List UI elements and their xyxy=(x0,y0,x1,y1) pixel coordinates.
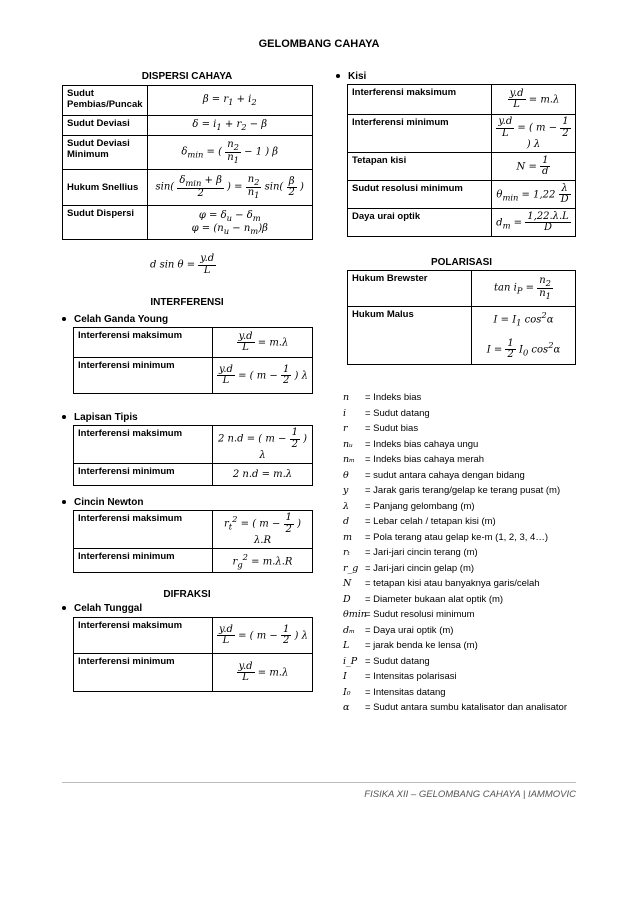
legend-row xyxy=(343,437,567,453)
dispersi-table xyxy=(62,85,313,240)
formula-cell: $\tan i_P$ = $\frac{n_2}{n_1}$ xyxy=(472,271,576,307)
formula-cell: $d_m$ = $\frac{1,22.\lambda.L}{D}$ xyxy=(492,209,576,237)
row-label: Interferensi maksimum xyxy=(74,328,213,358)
row-label: Interferensi maksimum xyxy=(74,426,213,464)
legend-description: = Jari-jari cincin gelap (m) xyxy=(365,562,475,574)
bullet-cincin-newton: Cincin Newton xyxy=(62,497,143,508)
formula-cell: $r_t^2$ = ( m − $\frac{1}{2}$ ) λ.R xyxy=(213,511,313,549)
legend-description: = Indeks bias xyxy=(365,392,422,403)
legend-row xyxy=(343,390,567,406)
legend-description: = Diameter bukaan alat optik (m) xyxy=(365,593,504,605)
formula-cell: 2 n.d = m.λ xyxy=(213,464,313,486)
legend-row xyxy=(343,452,567,468)
legend-row xyxy=(343,654,567,670)
dispersi-formula: $\delta = i_1 + r_2 - \beta$ xyxy=(147,116,313,136)
legend-symbol: N xyxy=(343,578,352,589)
dispersi-label: Sudut Pembias/Puncak xyxy=(63,86,148,116)
bullet-celah-tunggal: Celah Tunggal xyxy=(62,603,142,614)
legend-description: = Pola terang atau gelap ke-m (1, 2, 3, 4…) xyxy=(365,531,548,543)
legend-row xyxy=(343,685,567,701)
legend-symbol: m xyxy=(343,531,353,543)
legend-symbol: rₜ xyxy=(343,547,350,558)
legend-row xyxy=(343,623,567,639)
legend-description: = Intensitas polarisasi xyxy=(365,671,457,682)
row-label: Hukum Brewster xyxy=(348,271,472,307)
legend-row xyxy=(343,561,567,577)
dispersi-formula: sin( $\frac{\delta_{min} + \beta}{2}$ ) = $\frac{n_2}{n_1}$ sin( $\frac{\beta}{2}$ ) xyxy=(147,170,313,206)
legend-symbol: n xyxy=(343,392,350,403)
formula-cell: $\frac{y.d}{L}$ = ( m − $\frac{1}{2}$ ) λ xyxy=(213,618,313,654)
dispersi-title: DISPERSI CAHAYA xyxy=(141,71,233,82)
legend-row xyxy=(343,607,567,623)
legend-row xyxy=(343,545,567,561)
row-label: Interferensi maksimum xyxy=(348,85,492,115)
legend-symbol: y xyxy=(343,485,349,496)
footer-divider xyxy=(62,782,576,783)
page-title: GELOMBANG CAHAYA xyxy=(258,38,380,50)
legend-description: = Jari-jari cincin terang (m) xyxy=(365,547,478,558)
legend-row xyxy=(343,406,567,422)
grating-formula: d sin θ = $\frac{y.d}{L}$ xyxy=(150,253,215,276)
legend-symbol: λ xyxy=(343,500,350,512)
legend-row xyxy=(343,638,567,654)
legend-symbol: θ xyxy=(343,469,349,481)
lapisan-tipis-table xyxy=(73,425,313,486)
row-label: Interferensi maksimum xyxy=(74,511,213,549)
legend-description: = Lebar celah / tetapan kisi (m) xyxy=(365,516,496,527)
formula-cell: $I = I_1$ $\cos^2\alpha$ I = $\frac{1}{2}$ $I_0$ $\cos^2\alpha$ xyxy=(472,307,576,365)
bullet-dot-icon xyxy=(62,606,66,610)
legend-row xyxy=(343,483,567,499)
dispersi-label: Hukum Snellius xyxy=(63,170,148,206)
bullet-kisi: Kisi xyxy=(336,71,366,82)
bullet-dot-icon xyxy=(336,74,340,78)
formula-cell: 2 n.d = ( m − $\frac{1}{2}$ ) λ xyxy=(213,426,313,464)
legend-description: = Daya urai optik (m) xyxy=(365,624,454,636)
legend-symbol: L xyxy=(343,640,350,651)
dispersi-label: Sudut Deviasi Minimum xyxy=(63,136,148,170)
row-label: Interferensi minimum xyxy=(74,464,213,486)
legend-symbol: I xyxy=(343,671,347,682)
legend-symbol: nₘ xyxy=(343,454,355,465)
legend-row xyxy=(343,421,567,437)
row-label: Hukum Malus xyxy=(348,307,472,365)
legend-row xyxy=(343,499,567,515)
legend-description: = Indeks bias cahaya merah xyxy=(365,454,485,465)
interferensi-title: INTERFERENSI xyxy=(150,297,224,308)
row-label: Interferensi minimum xyxy=(348,115,492,153)
legend-row xyxy=(343,592,567,608)
legend-description: = sudut antara cahaya dengan bidang xyxy=(365,469,525,481)
formula-cell: N = $\frac{1}{d}$ xyxy=(492,153,576,181)
dispersi-formula: $\varphi = \delta_u - \delta_m$ $\varphi = (n_u - n_m)\beta$ xyxy=(147,206,313,240)
legend-row xyxy=(343,576,567,592)
legend-row xyxy=(343,700,567,716)
legend-row xyxy=(343,669,567,685)
legend-symbol: α xyxy=(343,702,350,713)
formula-cell: $\frac{y.d}{L}$ = ( m − $\frac{1}{2}$ ) λ xyxy=(492,115,576,153)
bullet-dot-icon xyxy=(62,500,66,504)
legend-symbol: θmin xyxy=(343,609,367,620)
difraksi-title: DIFRAKSI xyxy=(163,589,211,600)
formula-cell: $\frac{y.d}{L}$ = m.λ xyxy=(213,328,313,358)
legend-description: = jarak benda ke lensa (m) xyxy=(365,640,478,651)
legend-description: = Sudut resolusi minimum xyxy=(365,609,475,620)
formula-cell: $r_g^2 = m.\lambda.R$ xyxy=(213,549,313,573)
formula-cell: $\theta_{min} = 1,22$ $\frac{\lambda}{D}$ xyxy=(492,181,576,209)
bullet-dot-icon xyxy=(62,317,66,321)
kisi-table xyxy=(347,84,576,237)
legend-description: = Indeks bias cahaya ungu xyxy=(365,438,479,450)
bullet-celah-ganda: Celah Ganda Young xyxy=(62,314,168,325)
legend-symbol: r xyxy=(343,423,348,434)
polarisasi-table xyxy=(347,270,576,365)
formula-cell: $\frac{y.d}{L}$ = m.λ xyxy=(213,654,313,692)
page-footer: FISIKA XII – GELOMBANG CAHAYA | IAMMOVIC xyxy=(364,789,576,800)
bullet-lapisan-tipis: Lapisan Tipis xyxy=(62,412,138,423)
legend-row xyxy=(343,468,567,484)
row-label: Sudut resolusi minimum xyxy=(348,181,492,209)
row-label: Interferensi minimum xyxy=(74,358,213,394)
legend-symbol: i_P xyxy=(343,655,358,667)
symbol-legend xyxy=(343,390,567,716)
legend-description: = Intensitas datang xyxy=(365,686,446,698)
row-label: Interferensi maksimum xyxy=(74,618,213,654)
row-label: Tetapan kisi xyxy=(348,153,492,181)
formula-cell: $\frac{y.d}{L}$ = ( m − $\frac{1}{2}$ ) λ xyxy=(213,358,313,394)
celah-tunggal-table xyxy=(73,617,313,692)
legend-row xyxy=(343,514,567,530)
cincin-newton-table xyxy=(73,510,313,573)
celah-ganda-table xyxy=(73,327,313,394)
legend-symbol: nᵤ xyxy=(343,438,353,450)
legend-symbol: d xyxy=(343,516,350,527)
bullet-dot-icon xyxy=(62,415,66,419)
legend-symbol: I₀ xyxy=(343,686,351,698)
legend-symbol: dₘ xyxy=(343,624,355,636)
legend-row xyxy=(343,530,567,546)
dispersi-formula: $\delta_{min}$ = ( $\frac{n_2}{n_1}$ − 1 ) β xyxy=(147,136,313,170)
legend-description: = Sudut bias xyxy=(365,423,419,434)
row-label: Interferensi minimum xyxy=(74,654,213,692)
row-label: Interferensi minimum xyxy=(74,549,213,573)
legend-symbol: i xyxy=(343,407,347,419)
legend-description: = Sudut datang xyxy=(365,655,430,667)
polarisasi-title: POLARISASI xyxy=(430,257,493,268)
legend-description: = Sudut datang xyxy=(365,407,430,419)
legend-description: = Sudut antara sumbu katalisator dan analisator xyxy=(365,702,568,713)
legend-description: = tetapan kisi atau banyaknya garis/celah xyxy=(365,578,540,589)
formula-cell: $\frac{y.d}{L}$ = m.λ xyxy=(492,85,576,115)
legend-symbol: D xyxy=(343,593,351,605)
legend-description: = Jarak garis terang/gelap ke terang pusat (m) xyxy=(365,485,561,496)
dispersi-label: Sudut Deviasi xyxy=(63,116,148,136)
dispersi-label: Sudut Dispersi xyxy=(63,206,148,240)
dispersi-formula: $\beta = r_1 + i_2$ xyxy=(147,86,313,116)
legend-symbol: r_g xyxy=(343,562,359,574)
legend-description: = Panjang gelombang (m) xyxy=(365,500,475,512)
row-label: Daya urai optik xyxy=(348,209,492,237)
